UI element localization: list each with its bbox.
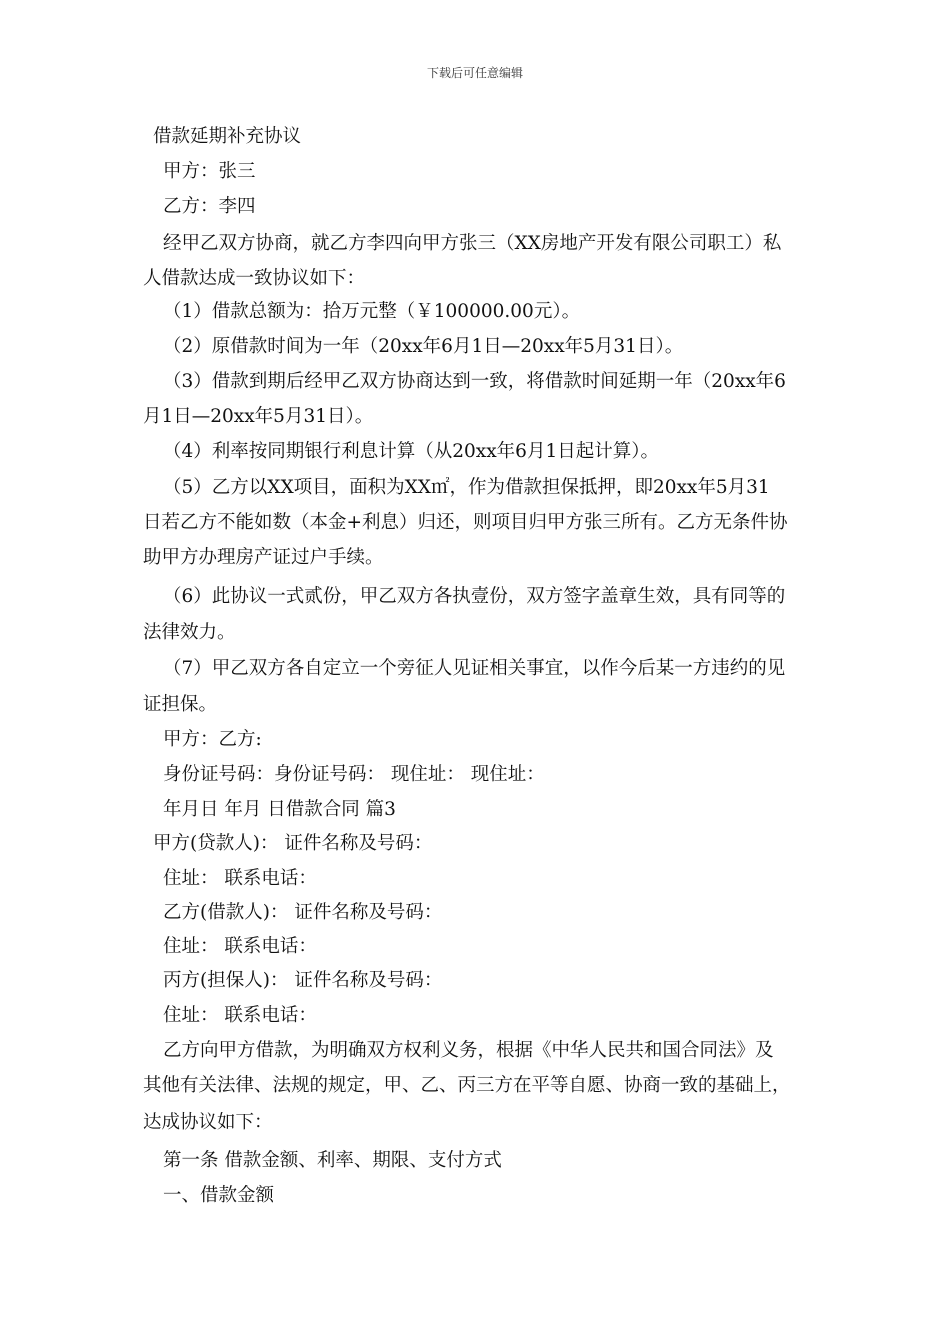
text-line: 乙方：李四 xyxy=(163,196,256,217)
text-line: （6）此协议一式贰份，甲乙双方各执壹份，双方签字盖章生效，具有同等的 xyxy=(163,586,786,607)
text-line: 乙方向甲方借款，为明确双方权利义务，根据《中华人民共和国合同法》及 xyxy=(163,1040,774,1061)
text-line: 法律效力。 xyxy=(143,622,236,643)
text-line: 其他有关法律、法规的规定，甲、乙、丙三方在平等自愿、协商一致的基础上， xyxy=(143,1075,791,1096)
text-line: 经甲乙双方协商，就乙方李四向甲方张三（XX房地产开发有限公司职工）私 xyxy=(163,233,782,254)
page-header: 下载后可任意编辑 xyxy=(426,66,523,80)
text-line: 日若乙方不能如数（本金+利息）归还，则项目归甲方张三所有。乙方无条件协 xyxy=(143,512,788,533)
text-line: （7）甲乙双方各自定立一个旁征人见证相关事宜，以作今后某一方违约的见 xyxy=(163,658,786,679)
section-heading: 一、借款金额 xyxy=(163,1185,275,1206)
borrower-address-line: 住址： 联系电话： xyxy=(163,936,317,957)
article-heading: 第一条 借款金额、利率、期限、支付方式 xyxy=(163,1150,502,1171)
text-line: （1）借款总额为：拾万元整（￥100000.00元）。 xyxy=(163,301,581,322)
text-line: 人借款达成一致协议如下： xyxy=(143,268,366,289)
signature-parties: 甲方：乙方: xyxy=(163,729,262,750)
borrower-line: 乙方(借款人)： 证件名称及号码： xyxy=(163,902,443,923)
text-line: 月1日—20xx年5月31日）。 xyxy=(143,406,374,427)
text-line: 达成协议如下： xyxy=(143,1112,273,1133)
lender-address-line: 住址： 联系电话： xyxy=(163,868,317,889)
text-line: （2）原借款时间为一年（20xx年6月1日—20xx年5月31日）。 xyxy=(163,336,684,357)
signature-date-line: 年月日 年月 日借款合同 篇3 xyxy=(163,799,396,820)
text-line: （3）借款到期后经甲乙双方协商达到一致，将借款时间延期一年（20xx年6 xyxy=(163,371,786,392)
text-line: 甲方：张三 xyxy=(163,161,256,182)
text-line: 证担保。 xyxy=(143,694,218,715)
text-line: （5）乙方以XX项目，面积为XX㎡，作为借款担保抵押，即20xx年5月31 xyxy=(163,477,770,498)
text-line: （4）利率按同期银行利息计算（从20xx年6月1日起计算）。 xyxy=(163,441,659,462)
text-line: 助甲方办理房产证过户手续。 xyxy=(143,547,384,568)
signature-id-address: 身份证号码：身份证号码： 现住址： 现住址： xyxy=(163,764,545,785)
lender-line: 甲方(贷款人)： 证件名称及号码： xyxy=(153,833,433,854)
doc-title: 借款延期补充协议 xyxy=(153,126,302,147)
guarantor-address-line: 住址： 联系电话： xyxy=(163,1005,317,1026)
guarantor-line: 丙方(担保人)： 证件名称及号码： xyxy=(163,970,443,991)
